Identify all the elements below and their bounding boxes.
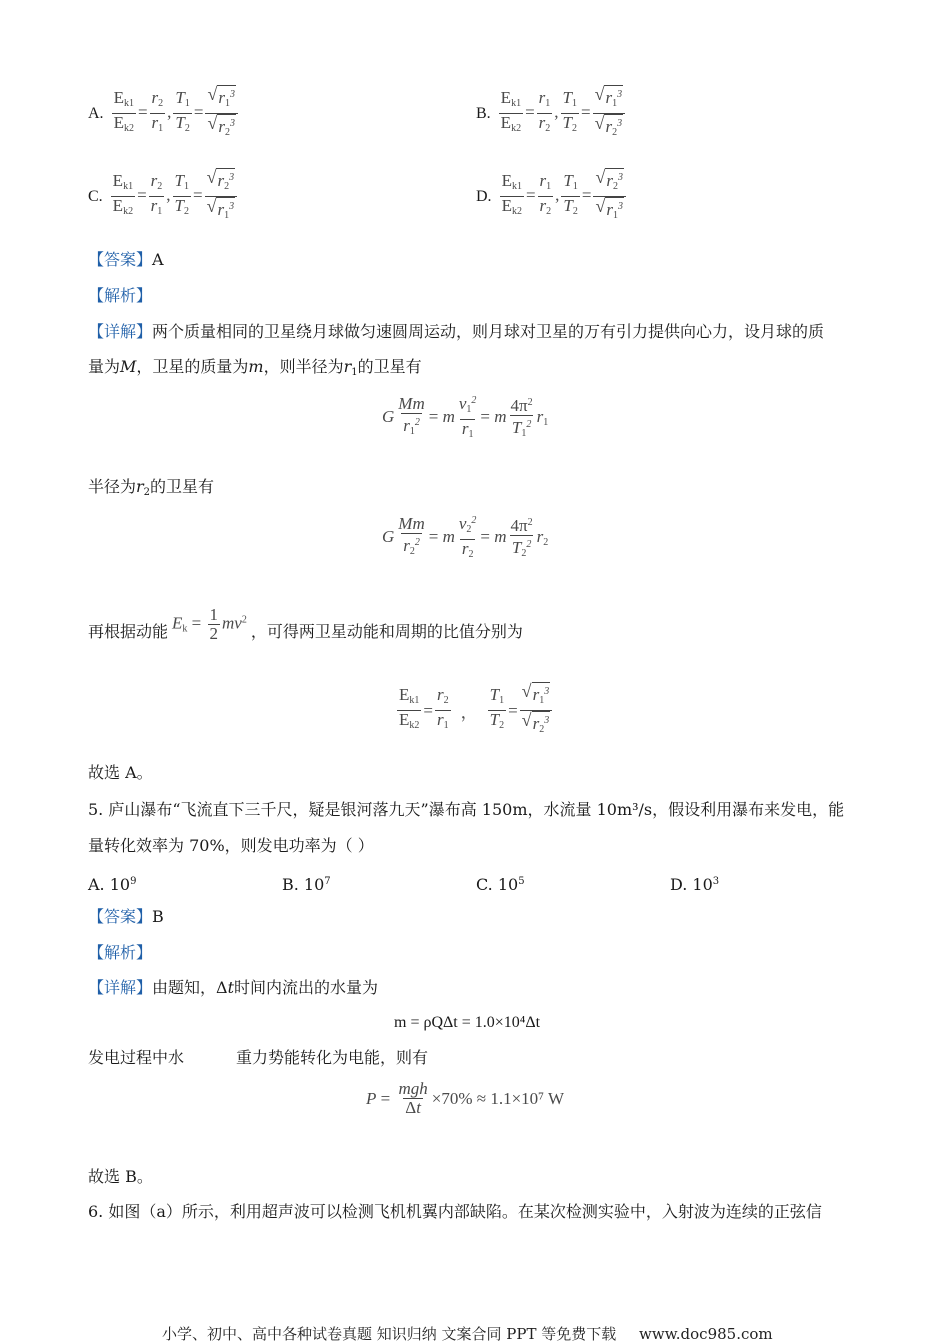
- q4-detail-line1: 【详解】两个质量相同的卫星绕月球做匀速圆周运动，则月球对卫星的万有引力提供向心力，设月球的质: [88, 322, 825, 341]
- option-label: A.: [88, 104, 104, 122]
- detail-tag: 【详解】: [88, 978, 153, 997]
- equation-gravity-r2: G $\frac{Mm}{r_2^2}$ = m $\frac{v_2^2}{r_2}$ = m $\frac{4\pi^2}{T_2^2}$ $r_2$: [382, 512, 548, 564]
- q4-answer: [88, 249, 164, 271]
- q5-detail-line2: 发电过程中水 重力势能转化为电能，则有: [88, 1048, 429, 1067]
- q6-stem-line1: 6. 如图（a）所示，利用超声波可以检测飞机机翼内部缺陷。在某次检测实验中，入射波为连续的正弦信: [88, 1202, 822, 1221]
- option-label: D.: [476, 187, 492, 205]
- equation-mass: m = ρQΔt = 1.0×10⁴Δt: [394, 1014, 541, 1031]
- footer-text: 小学、初中、高中各种试卷真题 知识归纳 文案合同 PPT 等免费下载: [162, 1325, 617, 1343]
- q5-analysis-tag: 【解析】: [88, 943, 153, 962]
- q5-option-b: B. $10^7$: [282, 875, 331, 894]
- equation-ratios: $\frac{E_{k1}}{E_{k2}}$ = $\frac{r_2}{r_1}$ ， $\frac{T_1}{T_2}$ = √ $r_1^3$ √ $r_2^3$: [395, 682, 554, 739]
- q4-detail-line2: 量为M，卫星的质量为m，则半径为$r_1$的卫星有: [88, 357, 422, 378]
- option-label: B.: [476, 104, 491, 122]
- equation-power: P = $\frac{\text{mgh}}{\Delta t}$ ×70% ≈ 1.1×10⁷ W: [366, 1079, 565, 1117]
- kinetic-energy-formula: $E_k$ = $\frac{1}{2}$ $mv^2$: [172, 605, 247, 643]
- q4-option-a: [88, 85, 240, 142]
- answer-tag: 【答案】: [88, 907, 153, 926]
- answer-value: B: [152, 907, 164, 926]
- equation-gravity-r1: G $\frac{Mm}{r_1^2}$ = m $\frac{v_1^2}{r_1}$ = m $\frac{4\pi^2}{T_1^2}$ $r_1$: [382, 392, 548, 444]
- q4-conclusion: 故选 A。: [88, 763, 153, 782]
- q5-conclusion: 故选 B。: [88, 1167, 153, 1186]
- q4-kinetic-line: 再根据动能 $E_k$ = $\frac{1}{2}$ $mv^2$ ，可得两卫星动能和周期的比值分别为: [88, 605, 523, 643]
- option-formula: $\frac{E_{k1}}{E_{k2}}$ = $\frac{r_1}{r_2}$ , $\frac{T_1}{T_2}$ = √ $r_1^3$ √ $r_2^3$: [497, 85, 627, 142]
- answer-value: A: [152, 250, 164, 269]
- option-formula: $\frac{E_{k1}}{E_{k2}}$ = $\frac{r_1}{r_2}$ , $\frac{T_1}{T_2}$ = √ $r_2^3$ √ $r_1^3$: [498, 168, 628, 225]
- answer-tag: 【答案】: [88, 250, 153, 269]
- option-label: C.: [88, 187, 103, 205]
- q5-answer: [88, 906, 164, 928]
- footer: [162, 1323, 773, 1344]
- q5-detail-line1: 【详解】由题知，Δt时间内流出的水量为: [88, 978, 379, 997]
- q4-option-b: [476, 85, 627, 142]
- q4-option-d: [476, 168, 628, 225]
- q4-option-c: [88, 168, 239, 225]
- option-formula: $\frac{E_{k1}}{E_{k2}}$ = $\frac{r_2}{r_1}$ , $\frac{T_1}{T_2}$ = √ $r_1^3$ √ $r_2^3$: [110, 85, 240, 142]
- option-formula: $\frac{E_{k1}}{E_{k2}}$ = $\frac{r_2}{r_1}$ , $\frac{T_1}{T_2}$ = √ $r_2^3$ √ $r_1^3$: [109, 168, 239, 225]
- q5-option-d: D. $10^3$: [670, 875, 720, 894]
- footer-url[interactable]: www.doc985.com: [639, 1325, 773, 1343]
- q5-option-c: C. $10^5$: [476, 875, 525, 894]
- detail-tag: 【详解】: [88, 322, 153, 341]
- q5-stem-line2: 量转化效率为 70%，则发电功率为（ ）: [88, 836, 374, 855]
- q4-radius2-line: 半径为$r_2$的卫星有: [88, 477, 215, 498]
- q5-stem-line1: 5. 庐山瀑布“飞流直下三千尺，疑是银河落九天”瀑布高 150m，水流量 10m³/s，假设利用瀑布来发电，能: [88, 800, 845, 819]
- q4-analysis-tag: 【解析】: [88, 286, 153, 305]
- q5-option-a: A. $10^9$: [88, 875, 137, 894]
